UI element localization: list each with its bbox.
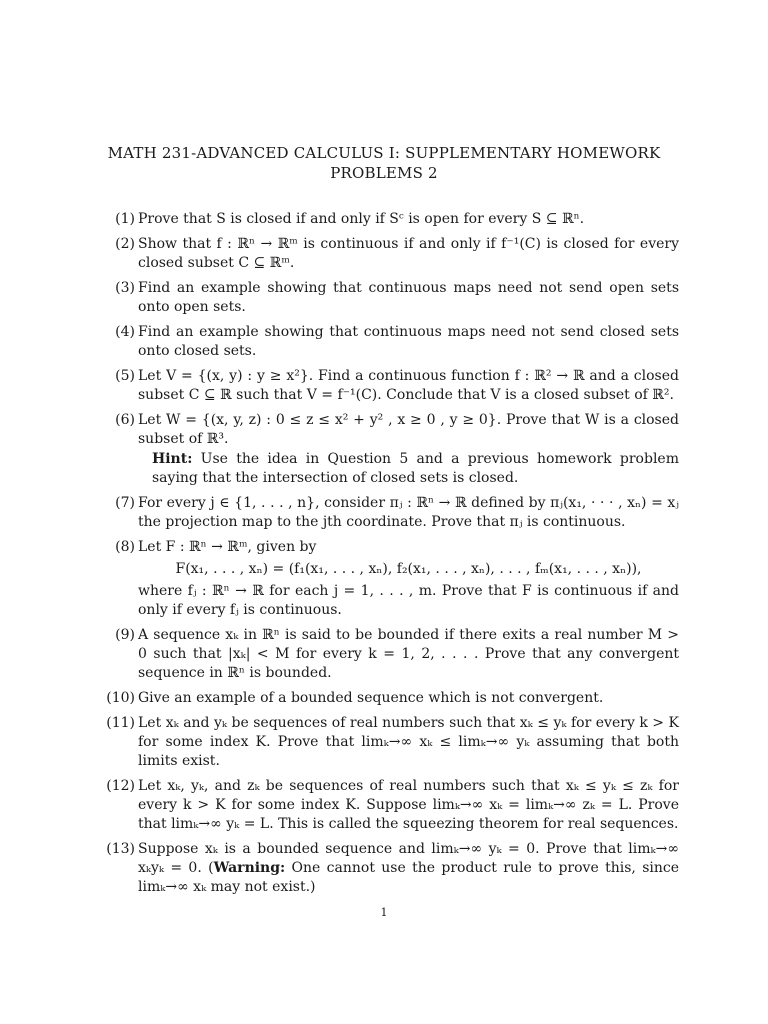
display-equation: F(x₁, . . . , xₙ) = (f₁(x₁, . . . , xₙ), f₂(x₁, . . . , xₙ), . . . , fₘ(x₁, . . . , xₙ)), xyxy=(175,561,642,577)
problem-item xyxy=(101,689,679,708)
problem-number: (8) xyxy=(115,539,135,555)
problem-text: Prove that S is closed if and only if Sᶜ is open for every S ⊆ ℝⁿ. xyxy=(138,211,585,227)
problem-item xyxy=(101,840,679,897)
problem-item xyxy=(101,411,679,488)
problem-item xyxy=(101,235,679,273)
problem-text: Let V = {(x, y) : y ≥ x²}. Find a continuous function f : ℝ² → ℝ and a closed subset C ⊆ ℝ such that V = f⁻¹(C). Conclude that V is a closed subset of ℝ². xyxy=(138,368,679,403)
problem-number: (1) xyxy=(115,211,135,227)
problem-number: (3) xyxy=(115,280,135,296)
problem-number: (5) xyxy=(115,368,135,384)
problem-number: (12) xyxy=(106,778,135,794)
problem-text: Suppose xₖ is a bounded sequence and limₖ→∞ yₖ = 0. Prove that limₖ→∞ xₖyₖ = 0. ( xyxy=(138,841,679,876)
problem-text: Let W = {(x, y, z) : 0 ≤ z ≤ x² + y² , x ≥ 0 , y ≥ 0}. Prove that W is a closed subset of ℝ³. xyxy=(138,412,679,447)
page-title xyxy=(60,143,708,183)
problem-text: Find an example showing that continuous maps need not send open sets onto open sets. xyxy=(138,280,679,315)
problem-item xyxy=(101,714,679,771)
hint-label: Hint: xyxy=(152,451,193,467)
problem-number: (2) xyxy=(115,236,135,252)
warning-label: Warning: xyxy=(213,860,286,876)
problem-list xyxy=(101,210,679,903)
page-number: 1 xyxy=(380,906,388,919)
title-line-2: PROBLEMS 2 xyxy=(330,164,438,182)
title-line-1: MATH 231-ADVANCED CALCULUS I: SUPPLEMENTARY HOMEWORK xyxy=(107,144,661,162)
hint xyxy=(138,450,679,488)
problem-text: For every j ∈ {1, . . . , n}, consider πⱼ : ℝⁿ → ℝ defined by πⱼ(x₁, · · · , xₙ) = xⱼ the projection map to the jth coordinate. Prove that πⱼ is continuous. xyxy=(138,495,679,530)
problem-number: (13) xyxy=(106,841,135,857)
problem-number: (4) xyxy=(115,324,135,340)
problem-item xyxy=(101,777,679,834)
problem-item xyxy=(101,367,679,405)
problem-item xyxy=(101,279,679,317)
problem-item xyxy=(101,626,679,683)
problem-number: (7) xyxy=(115,495,135,511)
problem-text: Find an example showing that continuous maps need not send closed sets onto closed sets. xyxy=(138,324,679,359)
problem-item xyxy=(101,210,679,229)
problem-text-continued: One cannot use the product rule to prove this, since limₖ→∞ xₖ may not exist.) xyxy=(138,860,679,895)
problem-text: Show that f : ℝⁿ → ℝᵐ is continuous if and only if f⁻¹(C) is closed for every closed subset C ⊆ ℝᵐ. xyxy=(138,236,679,271)
problem-item xyxy=(101,323,679,361)
problem-item xyxy=(101,538,679,620)
hint-text: Use the idea in Question 5 and a previous homework problem saying that the intersection of closed sets is closed. xyxy=(152,451,679,486)
problem-text-continued: where fⱼ : ℝⁿ → ℝ for each j = 1, . . . , m. Prove that F is continuous if and only if every fⱼ is continuous. xyxy=(138,583,679,618)
problem-text: Let xₖ, yₖ, and zₖ be sequences of real numbers such that xₖ ≤ yₖ ≤ zₖ for every k > K for some index K. Suppose limₖ→∞ xₖ = limₖ→∞ zₖ = L. Prove that limₖ→∞ yₖ = L. This is called the squeezing theorem for real sequences. xyxy=(138,778,679,832)
problem-number: (9) xyxy=(115,627,135,643)
problem-text: Let xₖ and yₖ be sequences of real numbers such that xₖ ≤ yₖ for every k > K for some index K. Prove that limₖ→∞ xₖ ≤ limₖ→∞ yₖ assuming that both limits exist. xyxy=(138,715,679,769)
problem-number: (10) xyxy=(106,690,135,706)
problem-text: Let F : ℝⁿ → ℝᵐ, given by xyxy=(138,539,317,555)
problem-item xyxy=(101,494,679,532)
problem-number: (11) xyxy=(106,715,135,731)
problem-text: A sequence xₖ in ℝⁿ is said to be bounded if there exits a real number M > 0 such that |xₖ| < M for every k = 1, 2, . . . . Prove that any convergent sequence in ℝⁿ is bounded. xyxy=(138,627,679,681)
problem-text: Give an example of a bounded sequence which is not convergent. xyxy=(138,690,604,706)
problem-number: (6) xyxy=(115,412,135,428)
